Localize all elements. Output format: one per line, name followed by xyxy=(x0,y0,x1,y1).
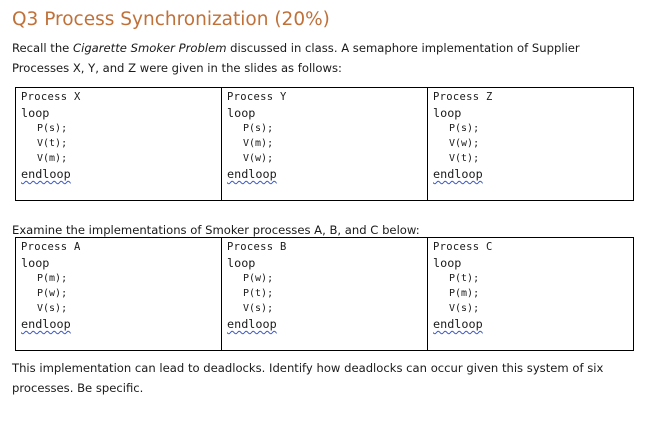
loop-keyword: loop xyxy=(21,256,50,270)
statement: P(t); xyxy=(449,273,480,284)
smoker-process-row xyxy=(16,238,634,351)
statement: V(m); xyxy=(243,138,274,149)
process-y-cell xyxy=(222,88,428,201)
closing-paragraph xyxy=(12,358,603,398)
intro-prefix: Recall the xyxy=(12,41,73,55)
statement: P(s); xyxy=(37,123,68,134)
closing-line1: This implementation can lead to deadlocks. Identify how deadlocks can occur given this system of six xyxy=(12,361,604,375)
statement: P(s); xyxy=(449,123,480,134)
process-c-cell xyxy=(428,238,634,351)
endloop-keyword: endloop xyxy=(433,167,483,181)
statement: V(s); xyxy=(243,303,274,314)
process-name: Process A xyxy=(21,241,81,253)
loop-keyword: loop xyxy=(227,256,256,270)
process-a-cell xyxy=(16,238,222,351)
statement: P(s); xyxy=(243,123,274,134)
endloop-keyword: endloop xyxy=(227,167,277,181)
statement: P(t); xyxy=(243,288,274,299)
process-b-cell xyxy=(222,238,428,351)
statement: P(m); xyxy=(449,288,480,299)
statement: P(w); xyxy=(243,273,274,284)
statement: V(t); xyxy=(37,138,68,149)
intro-line2: Processes X, Y, and Z were given in the slides as follows: xyxy=(12,61,342,75)
smoker-process-table xyxy=(15,237,634,351)
statement: V(s); xyxy=(449,303,480,314)
loop-keyword: loop xyxy=(227,106,256,120)
loop-keyword: loop xyxy=(433,256,462,270)
intro-suffix: discussed in class. A semaphore implementation of Supplier xyxy=(226,41,580,55)
statement: P(m); xyxy=(37,273,68,284)
examine-text: Examine the implementations of Smoker processes A, B, and C below: xyxy=(12,223,420,237)
statement: V(w); xyxy=(449,138,480,149)
supplier-process-row xyxy=(16,88,634,201)
loop-keyword: loop xyxy=(433,106,462,120)
supplier-process-table xyxy=(15,87,634,201)
endloop-keyword: endloop xyxy=(21,317,71,331)
closing-line2: processes. Be specific. xyxy=(12,381,144,395)
intro-paragraph xyxy=(12,38,580,78)
loop-keyword: loop xyxy=(21,106,50,120)
endloop-keyword: endloop xyxy=(21,167,71,181)
process-name: Process X xyxy=(21,91,81,103)
process-name: Process B xyxy=(227,241,287,253)
process-name: Process C xyxy=(433,241,493,253)
question-heading: Q3 Process Synchronization (20%) xyxy=(12,9,330,30)
endloop-keyword: endloop xyxy=(227,317,277,331)
statement: V(t); xyxy=(449,153,480,164)
process-name: Process Z xyxy=(433,91,493,103)
intro-emphasis: Cigarette Smoker Problem xyxy=(73,41,227,55)
statement: V(m); xyxy=(37,153,68,164)
statement: P(w); xyxy=(37,288,68,299)
statement: V(w); xyxy=(243,153,274,164)
process-z-cell xyxy=(428,88,634,201)
statement: V(s); xyxy=(37,303,68,314)
process-x-cell xyxy=(16,88,222,201)
endloop-keyword: endloop xyxy=(433,317,483,331)
process-name: Process Y xyxy=(227,91,287,103)
